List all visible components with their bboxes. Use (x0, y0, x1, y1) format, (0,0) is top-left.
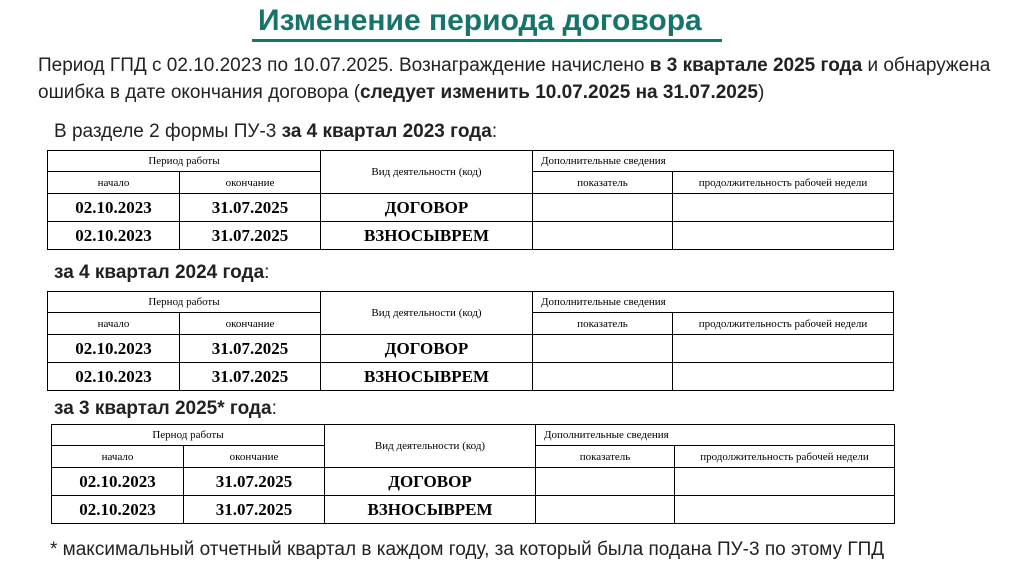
header-indicator: показатель (536, 446, 675, 468)
table-row (48, 335, 894, 363)
cell-start: 02.10.2023 (48, 335, 180, 363)
header-weekly: продолжительность рабочей недели (673, 172, 894, 194)
cell-indicator (533, 222, 673, 250)
header-activity: Вид деятельностн (код) (321, 151, 533, 194)
cell-end: 31.07.2025 (180, 363, 321, 391)
form-table-2025 (51, 424, 895, 524)
cell-indicator (533, 194, 673, 222)
cell-weekly (673, 222, 894, 250)
table-row (52, 468, 895, 496)
header-extra: Дополнительные сведения (536, 425, 895, 446)
section-suffix: : (271, 398, 277, 419)
section-bold: за 3 квартал 2025* года (54, 398, 272, 419)
header-period: Пернод работы (52, 425, 325, 446)
section-heading-2023 (54, 121, 497, 143)
page-title: Изменение периода договора (258, 4, 702, 37)
table-row (48, 363, 894, 391)
intro-text-2: и обнаружена ошибка в дате окончания договора ( (38, 55, 991, 103)
header-activity: Вид деятельности (код) (321, 292, 533, 335)
header-period: Пернод работы (48, 292, 321, 313)
header-start: начало (48, 172, 180, 194)
cell-code: ДОГОВОР (321, 194, 533, 222)
intro-bold-quarter: в 3 квартале 2025 года (649, 55, 863, 76)
header-start: начало (52, 446, 184, 468)
header-activity: Вид деятельности (код) (325, 425, 536, 468)
section-prefix: В разделе 2 формы ПУ-3 (54, 121, 282, 142)
cell-start: 02.10.2023 (48, 222, 180, 250)
cell-start: 02.10.2023 (48, 194, 180, 222)
header-indicator: показатель (533, 313, 673, 335)
cell-indicator (536, 496, 675, 524)
cell-end: 31.07.2025 (180, 222, 321, 250)
section-bold: за 4 квартал 2023 года (281, 121, 492, 142)
cell-weekly (673, 335, 894, 363)
cell-start: 02.10.2023 (48, 363, 180, 391)
section-heading-2024 (54, 262, 269, 284)
cell-indicator (533, 363, 673, 391)
cell-indicator (533, 335, 673, 363)
header-indicator: показатель (533, 172, 673, 194)
header-end: окончание (180, 313, 321, 335)
cell-end: 31.07.2025 (180, 335, 321, 363)
cell-code: ВЗНОСЫВРЕМ (321, 363, 533, 391)
table-row (48, 222, 894, 250)
header-end: окончание (184, 446, 325, 468)
section-heading-2025 (54, 398, 277, 420)
cell-end: 31.07.2025 (180, 194, 321, 222)
header-start: начало (48, 313, 180, 335)
header-period: Период работы (48, 151, 321, 172)
cell-code: ДОГОВОР (321, 335, 533, 363)
cell-weekly (673, 363, 894, 391)
table-row (52, 496, 895, 524)
cell-weekly (673, 194, 894, 222)
cell-start: 02.10.2023 (52, 468, 184, 496)
header-extra: Дополнительные сведения (533, 292, 894, 313)
cell-code: ВЗНОСЫВРЕМ (321, 222, 533, 250)
cell-weekly (675, 496, 895, 524)
footnote: * максимальный отчетный квартал в каждом году, за который была подана ПУ-3 по этому ГПД (50, 539, 885, 560)
form-table-2023 (47, 150, 894, 250)
cell-indicator (536, 468, 675, 496)
intro-text-3: ) (758, 82, 765, 103)
header-extra: Дополнительные сведения (533, 151, 894, 172)
cell-code: ДОГОВОР (325, 468, 536, 496)
intro-paragraph (38, 52, 998, 106)
intro-bold-change: следует изменить 10.07.2025 на 31.07.2025 (360, 82, 758, 103)
header-weekly: продолжительность рабочей недели (675, 446, 895, 468)
header-weekly: продолжительность рабочей недели (673, 313, 894, 335)
cell-end: 31.07.2025 (184, 468, 325, 496)
cell-start: 02.10.2023 (52, 496, 184, 524)
cell-code: ВЗНОСЫВРЕМ (325, 496, 536, 524)
section-suffix: : (491, 121, 498, 142)
cell-end: 31.07.2025 (184, 496, 325, 524)
title-underline (252, 39, 722, 42)
cell-weekly (675, 468, 895, 496)
table-row (48, 194, 894, 222)
section-suffix: : (264, 262, 270, 283)
header-end: окончание (180, 172, 321, 194)
form-table-2024 (47, 291, 894, 391)
intro-text-1: Период ГПД с 02.10.2023 по 10.07.2025. Вознаграждение начислено (38, 55, 650, 76)
section-bold: за 4 квартал 2024 года (54, 262, 265, 283)
